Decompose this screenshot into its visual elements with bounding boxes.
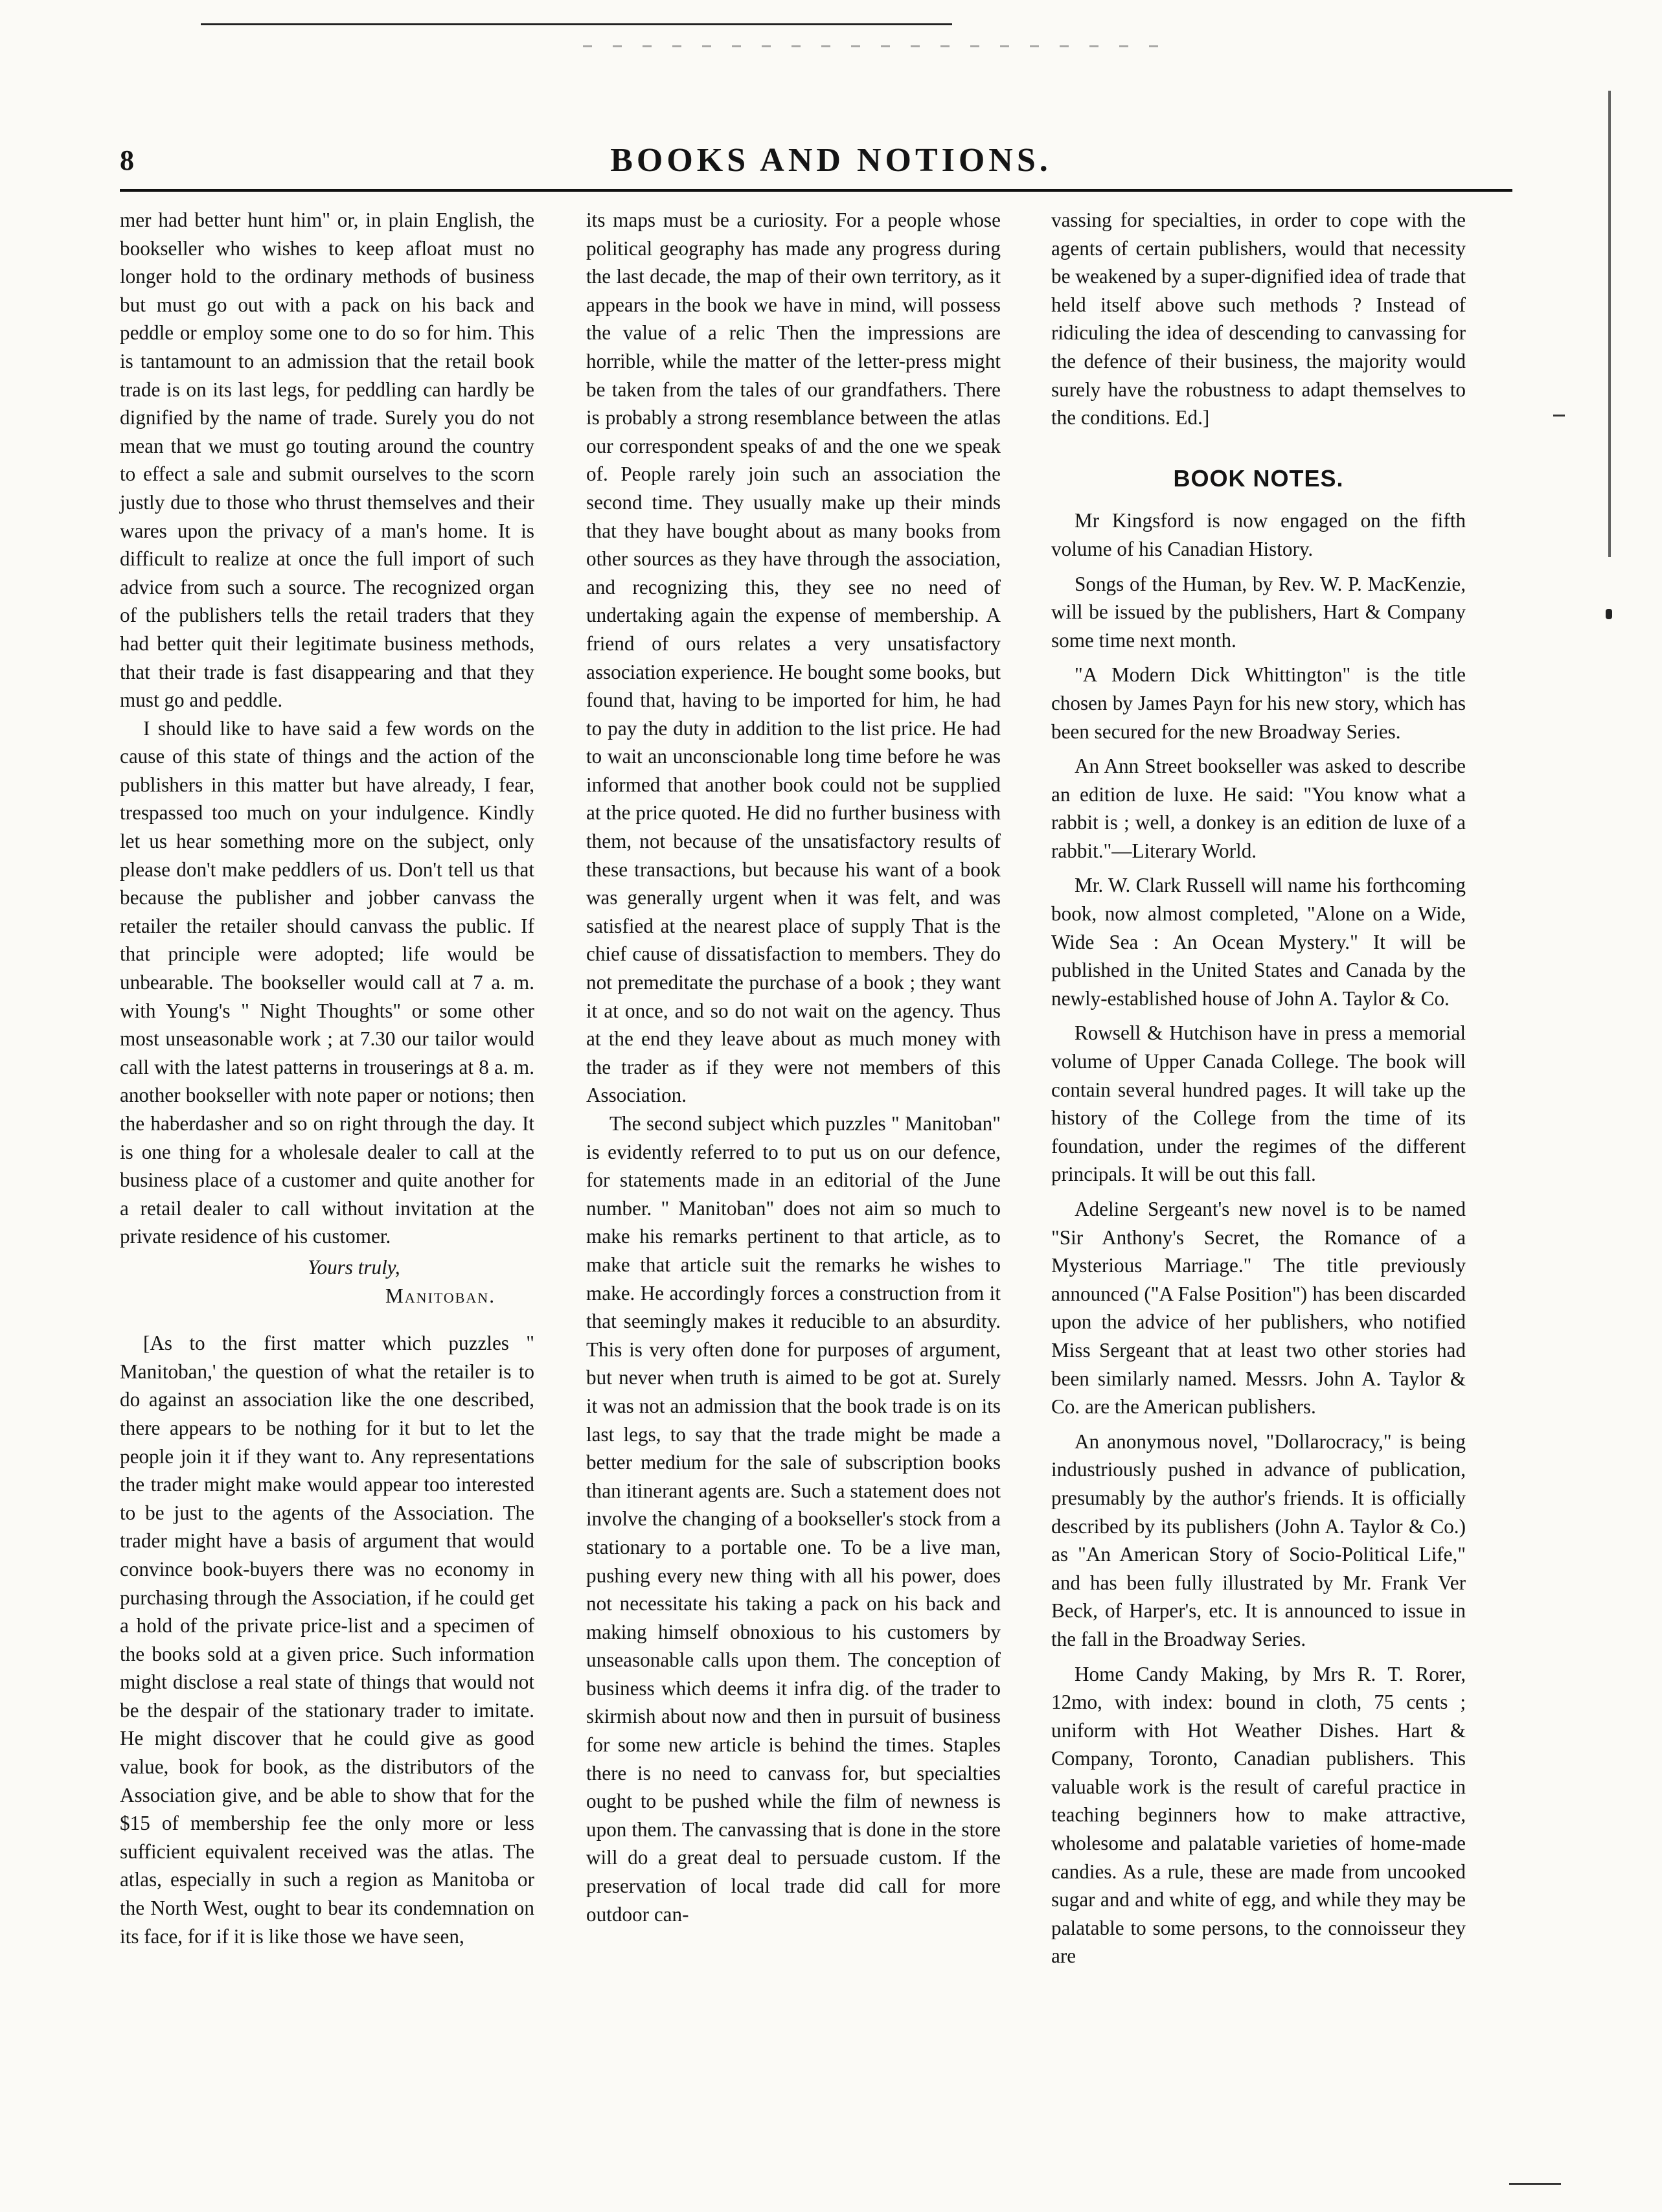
column-1 [120,206,534,1950]
column-3 [1051,206,1466,1970]
book-note: "A Modern Dick Whittington" is the title chosen by James Payn for his new story, which has been secured for the new Broadway Series. [1051,663,1466,743]
book-note: Home Candy Making, by Mrs R. T. Rorer, 12mo, with index: bound in cloth, 75 cents ; uniform with Hot Weather Dishes. Hart & Company, Toronto, Canadian publishers. This valuable work is the result of careful practice in teaching beginners how to make attractive, wholesome and palatable varieties of home-made candies. As a rule, these are made from uncooked sugar and and white of egg, and while they may be palatable to some persons, to the connoisseur they are [1051,1662,1466,1968]
paragraph: mer had better hunt him" or, in plain English, the bookseller who wishes to keep afloat must no longer hold to the ordinary methods of business but must go out with a pack on his back and peddle or employ some one to do so for him. This is tantamount to an admission that the retail book trade is on its last legs, for peddling can hardly be dignified by the name of trade. Surely you do not mean that we must go touting around the country to effect a sale and submit ourselves to the scorn justly due to those who thrust themselves and their wares upon the privacy of a man's home. It is difficult to realize at once the full import of such advice from such a source. The recognized organ of the publishers tells the retail traders that they had better quit their legitimate business methods, that their trade is fast disappearing and that they must go and peddle. [120,209,534,712]
section-heading: BOOK NOTES. [1173,464,1344,492]
margin-scan-dot [1606,609,1612,619]
book-note: Mr. W. Clark Russell will name his forthcoming book, now almost completed, "Alone on a Wide, Wide Sea : An Ocean Mystery." It will be published in the United States and Canada by the newly-established house of John A. Taylor & Co. [1051,874,1466,1010]
bottom-scan-rule [1509,2183,1561,2185]
book-note: Rowsell & Hutchison have in press a memorial volume of Upper Canada College. The book will contain several hundred pages. It will take up the history of the College from the time of its foundation, under the regimes of the different principals. It will be out this fall. [1051,1021,1466,1186]
running-title: BOOKS AND NOTIONS. [610,142,1052,179]
paragraph: vassing for specialties, in order to cope with the agents of certain publishers, would that necessity be weakened by a super-dignified idea of trade that held itself above such methods ? Instead of ridiculing the idea of descending to canvassing for the defence of their business, the majority would surely have the robustness to adapt themselves to the conditions. Ed.] [1051,209,1466,429]
book-note: Adeline Sergeant's new novel is to be named "Sir Anthony's Secret, the Romance of a Mysterious Marriage." The title previously announced ("A False Position") has been discarded upon the advice of her publishers, who notified Miss Sergeant that at least two other stories had been similarly named. Messrs. John A. Taylor & Co. are the American publishers. [1051,1198,1466,1419]
paragraph: I should like to have said a few words on the cause of this state of things and the action of the publishers in this matter but have already, I fear, trespassed too much on your indulgence. Kindly let us hear something more on the subject, only please don't make peddlers of us. Don't tell us that because the publisher and jobber canvass the retailer the retailer should canvass the public. If that principle were adopted; life would be unbearable. The bookseller would call at 7 a. m. with Young's " Night Thoughts" or some other most unseasonable work ; at 7.30 our tailor would call with the latest patterns in trouserings at 8 a. m. another bookseller with note paper or notions; then the haberdasher and so on right through the day. It is one thing for a wholesale dealer to call at the business place of a customer and quite another for a retail dealer to call without invitation at the private residence of his customer. [120,716,534,1248]
signature: Manitoban. [385,1284,495,1307]
margin-scan-dash [1553,415,1565,416]
page-number: 8 [120,144,134,176]
paragraph: its maps must be a curiosity. For a people whose political geography has made any progress during the last decade, the map of their own territory, as it appears in the book we have in mind, will possess the value of a relic Then the impressions are horrible, while the matter of the letter-press might be taken from the tales of our grandfathers. There is probably a strong resemblance between the atlas our correspondent speaks of and the one we speak of. People rarely join such an association the second time. They usually make up their minds that they have bought about as many books from other sources as they have through the association, and recognizing this, they see no need of undertaking again the expense of membership. A friend of ours relates a very unsatisfactory association experience. He bought some books, but found that, having to be imported for him, he had to pay the duty in addition to the list price. He had to wait an unconscionable long time before he was informed that another book could not be supplied at the price quoted. He did no further business with them, not because of the unsatisfactory results of these transactions, but because his want of a book was generally urgent when it was felt, and was satisfied at the nearest place of supply That is the chief cause of dissatisfaction to members. They do not premeditate the purchase of a book ; they want it at once, and so do not wait on the agency. Thus at the end they leave about as much money with the trader as if they were not members of this Association. [586,209,1001,1107]
salutation: Yours truly, [308,1255,400,1279]
top-scan-rule [201,23,952,25]
book-note: Songs of the Human, by Rev. W. P. MacKenzie, will be issued by the publishers, Hart & Company some time next month. [1051,572,1466,652]
book-note: An Ann Street bookseller was asked to describe an edition de luxe. He said: "You know what a rabbit is ; well, a donkey is an edition de luxe of a rabbit."—Literary World. [1051,755,1466,862]
letter-signoff [120,1253,534,1310]
margin-scan-mark [1608,91,1611,557]
column-2 [586,206,1001,1928]
book-note: Mr Kingsford is now engaged on the fifth volume of his Canadian History. [1051,509,1466,560]
editor-reply: [As to the first matter which puzzles " Manitoban,' the question of what the retailer is to do against an association like the one described, there appears to be nothing for it but to let the people join it if they want to. Any representations the trader might make would appear too interested to be just to the agents of the Association. The trader might have a basis of argument that would convince book-buyers there was no economy in purchasing through the Association, if he could get a hold of the private price-list and a specimen of the books sold at a given price. Such information might disclose a real state of things that would not be the despair of the stationary trader to imitate. He might discover that he could give as good value, book for book, as the distributors of the Association give, and be able to show that for the $15 of membership fee the only more or less sufficient equivalent received was the atlas. The atlas, especially in such a region as Manitoba or the North West, ought to bear its condemnation on its face, for if it is like those we have seen, [120,1332,534,1948]
top-scan-speckle [583,45,1166,47]
book-note: An anonymous novel, "Dollarocracy," is being industriously pushed in advance of publication, presumably by the author's friends. It is officially described by its publishers (John A. Taylor & Co.) as "An American Story of Socio-Political Life," and has been fully illustrated by Mr. Frank Ver Beck, of Harper's, etc. It is announced to issue in the fall in the Broadway Series. [1051,1430,1466,1650]
paragraph: The second subject which puzzles " Manitoban" is evidently referred to to put us on our defence, for statements made in an editorial of the June number. " Manitoban" does not aim so much to make his remarks pertinent to that article, as to make that article suit the remarks he wishes to make. He accordingly forces a construction from it that seemingly makes it reducible to an absurdity. This is very often done for purposes of argument, but never when truth is aimed to be got at. Surely it was not an admission that the book trade is on its last legs, to say that the trade might be made a better medium for the sale of subscription books than itinerant agents are. Such a statement does not involve the changing of a bookseller's stock from a stationary to a portable one. To be a live man, pushing every new thing with all his power, does not necessitate his taking a pack on his back and making himself obnoxious to his customers by unseasonable calls upon them. The conception of business which deems it infra dig. of the trader to skirmish about now and then in pursuit of business for some new article is behind the times. Staples there is no need to canvass for, but specialties ought to be pushed while the film of newness is upon them. The canvassing that is done in the store will do a great deal to persuade custom. If the preservation of local trade did call for more outdoor can- [586,1112,1001,1926]
header-rule [120,189,1512,192]
